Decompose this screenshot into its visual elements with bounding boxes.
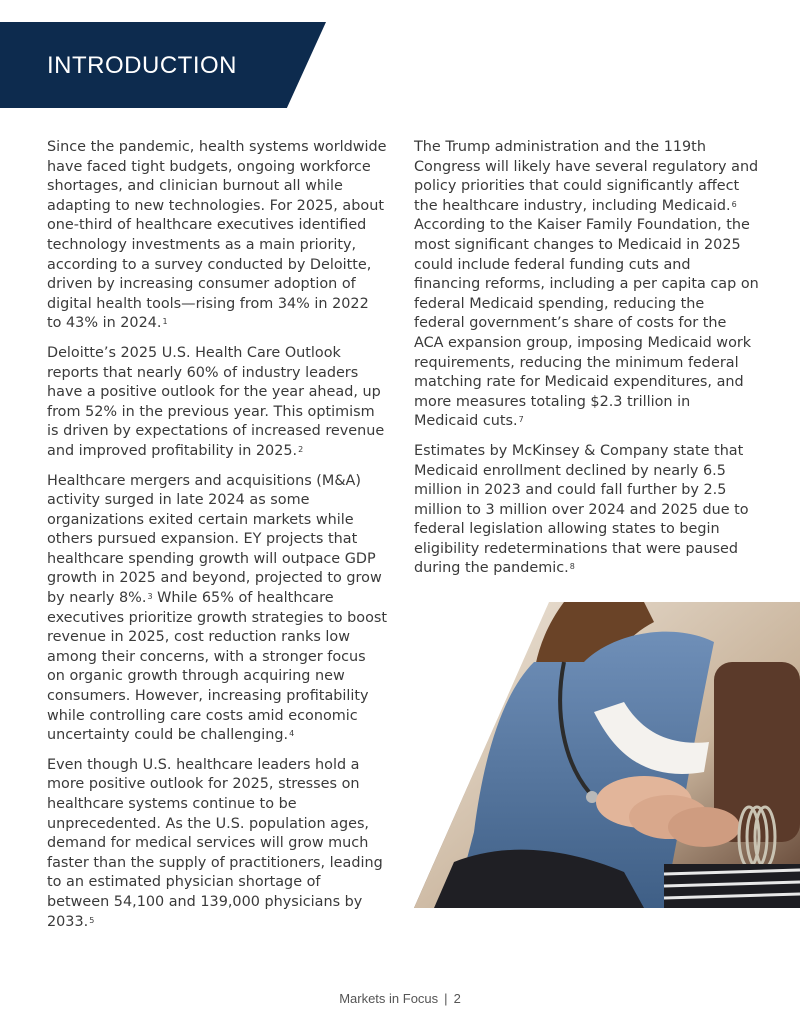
footnote-ref: 2 xyxy=(298,444,304,454)
footnote-ref: 7 xyxy=(518,415,524,425)
paragraph-text: While 65% of healthcare executives prioritize growth strategies to boost revenue in 2025, cost reduction ranks low among their concerns, with a stronger focus on organic growth through acquiring new consumers. However, increasing profitability while controlling care costs amid economic uncertainty could be challenging. xyxy=(47,590,388,744)
paragraph-text: Deloitte’s 2025 U.S. Health Care Outlook reports that nearly 60% of industry leaders have a positive outlook for the year ahead, up from 52% in the previous year. This optimism is driven by expectations of increased revenue and improved profitability in 2025. xyxy=(47,344,385,459)
paragraph xyxy=(47,472,387,746)
footnote-ref: 6 xyxy=(731,199,737,209)
paragraph-text: The Trump administration and the 119th Congress will likely have several regulatory and policy priorities that could significantly affect the healthcare industry, including Medicaid. xyxy=(414,139,759,214)
caregiver-holding-hands-photo xyxy=(414,602,800,908)
page-footer xyxy=(0,991,800,1006)
paragraph xyxy=(47,756,387,932)
photo-illustration xyxy=(414,602,800,908)
paragraph-text: According to the Kaiser Family Foundation, the most significant changes to Medicaid in 2025 could include federal funding cuts and financing reforms, including a per capita cap on federal Medicaid spending, reducing the federal government’s share of costs for the ACA expansion group, imposing Medicaid work requirements, reducing the minimum federal matching rate for Medicaid expenditures, and more measures totaling $2.3 trillion in Medicaid cuts. xyxy=(414,217,759,430)
publication-name: Markets in Focus xyxy=(339,991,439,1006)
paragraph xyxy=(414,442,759,579)
footnote-ref: 1 xyxy=(162,317,168,327)
footnote-ref: 4 xyxy=(289,729,295,739)
paragraph-text: Estimates by McKinsey & Company state that Medicaid enrollment declined by nearly 6.5 million in 2023 and could fall further by 2.5 million to 3 million over 2024 and 2025 due to federal legislation allowing states to begin eligibility redeterminations that were paused during the pandemic. xyxy=(414,442,749,577)
footnote-ref: 5 xyxy=(89,915,95,925)
paragraph-text: Since the pandemic, health systems worldwide have faced tight budgets, ongoing workforce shortages, and clinician burnout all while adapting to new technologies. For 2025, about one-third of healthcare executives identified technology investments as a main priority, according to a survey conducted by Deloitte, driven by increasing consumer adoption of digital health tools—rising from 34% in 2022 to 43% in 2024. xyxy=(47,139,387,332)
paragraph xyxy=(414,138,759,432)
paragraph-text: Even though U.S. healthcare leaders hold a more positive outlook for 2025, stresses on healthcare systems continue to be unprecedented. As the U.S. population ages, demand for medical services will grow much faster than the supply of practitioners, leading to an estimated physician shortage of between 54,100 and 139,000 physicians by 2033. xyxy=(47,756,383,930)
paragraph xyxy=(47,138,387,334)
footer-separator: | xyxy=(444,991,448,1006)
page-title: INTRODUCTION xyxy=(47,52,237,79)
left-column xyxy=(47,138,387,942)
right-column xyxy=(414,138,759,589)
page-number: 2 xyxy=(453,991,461,1006)
paragraph xyxy=(47,344,387,462)
footnote-ref: 8 xyxy=(569,562,575,572)
paragraph-text: Healthcare mergers and acquisitions (M&A) activity surged in late 2024 as some organizations exited certain markets while others pursued expansion. EY projects that healthcare spending growth will outpace GDP growth in 2025 and beyond, projected to grow by nearly 8%. xyxy=(47,472,382,607)
footnote-ref: 3 xyxy=(147,592,153,602)
